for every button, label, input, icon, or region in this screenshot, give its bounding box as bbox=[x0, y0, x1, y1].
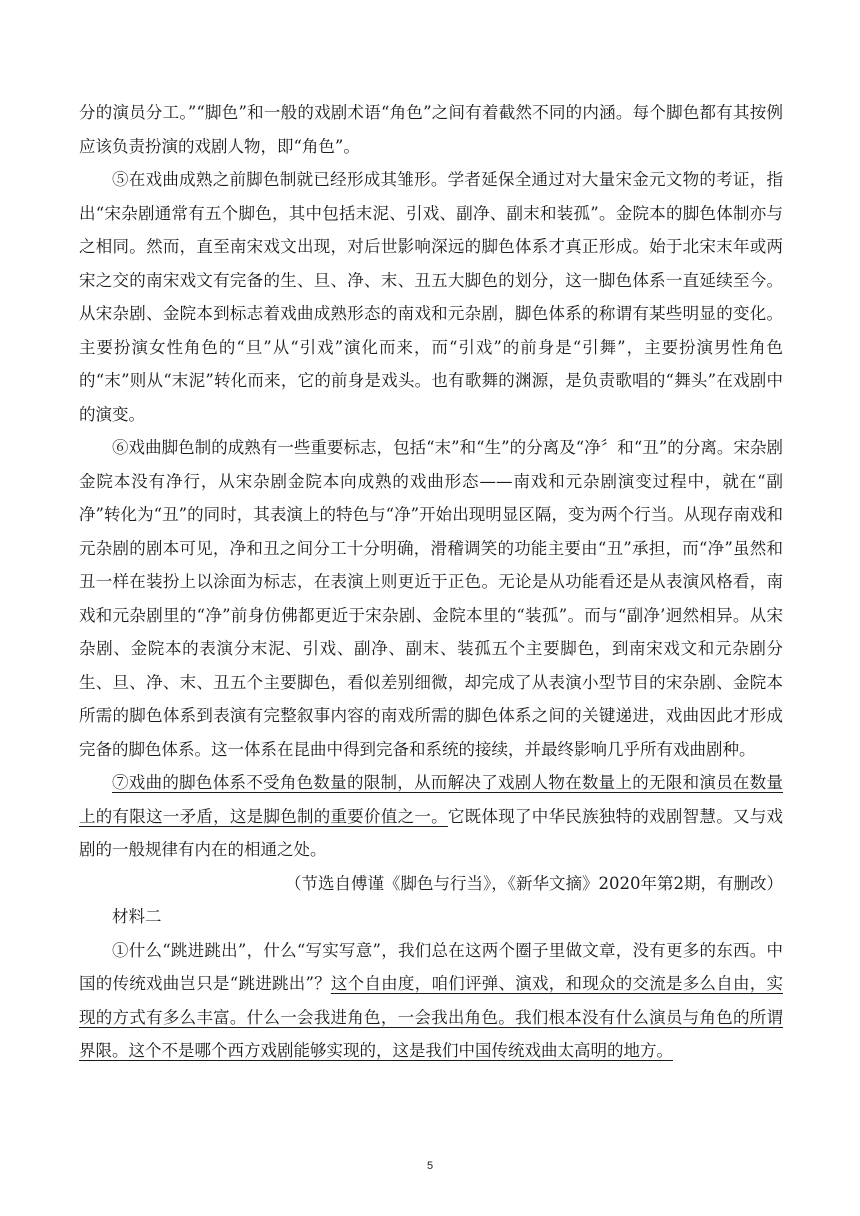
paragraph-continued: 分的演员分工。”“脚色”和一般的戏剧术语“角色”之间有着截然不同的内涵。每个脚色都有其按例应该负责扮演的戏剧人物，即“角色”。 bbox=[79, 103, 783, 156]
paragraph-7 bbox=[79, 766, 783, 867]
source-citation: （节选自傅谨《脚色与行当》，《新华文摘》2020年第2期，有删改） bbox=[285, 873, 783, 893]
material-2-underlined-1: 这个自由度，咱们评弹、演戏，和现众的交流是多么自由，实现的方式有多么丰富。什么一会我进角色，一会我出角色。 bbox=[79, 974, 783, 1027]
document-body bbox=[79, 96, 783, 1068]
material-2-plain-text: ①什么“跳进跳出”，什么“写实写意”，我们总在这两个圈子里做文章，没有更多的东西。中国的传统戏曲岂只是“跳进跳出”？ bbox=[79, 940, 783, 993]
paragraph-6: ⑥戏曲脚色制的成熟有一些重要标志，包括“末”和“生”的分离及“净〞和“丑”的分离。宋杂剧金院本没有净行，从宋杂剧金院本向成熟的戏曲形态——南戏和元杂剧演变过程中，就在“副净”转化为“丑”的同时，其表演上的特色与“净”开始出现明显区隔，变为两个行当。从现存南戏和元杂剧的剧本可见，净和丑之间分工十分明确，滑稽调笑的功能主要由“丑”承担，而“净”虽然和丑一样在装扮上以涂面为标志，在表演上则更近于正色。无论是从功能看还是从表演风格看，南戏和元杂剧里的“净”前身仿佛都更近于宋杂剧、金院本里的“装孤”。而与“副净’迥然相异。从宋杂剧、金院本的表演分末泥、引戏、副净、副末、装孤五个主要脚色，到南宋戏文和元杂剧分生、旦、净、末、丑五个主要脚色，看似差别细微，却完成了从表演小型节目的宋杂剧、金院本所需的脚色体系到表演有完整叙事内容的南戏所需的脚色体系之间的关键递进，戏曲因此才形成完备的脚色体系。这一体系在昆曲中得到完备和系统的接续，并最终影响几乎所有戏曲剧种。 bbox=[79, 438, 783, 759]
paragraph-7-rest: 它既体现了中华民族独特的戏剧智慧。又与戏剧的一般规律有内在的相通之处。 bbox=[79, 806, 784, 859]
material-2-underlined-2: 我们根本没有什么演员与角色的所谓界限。这个不是哪个西方戏剧能够实现的，这是我们中国传统戏曲太高明的地方。 bbox=[79, 1007, 784, 1060]
page-number: 5 bbox=[426, 1160, 434, 1172]
material-2-paragraph-1 bbox=[79, 934, 783, 1068]
paragraph-7-underlined: ⑦戏曲的脚色体系不受角色数量的限制，从而解决了戏剧人物在数量上的无限和演员在数量上的有限这一矛盾，这是脚色制的重要价值之一。 bbox=[79, 773, 783, 826]
paragraph-5: ⑤在戏曲成熟之前脚色制就已经形成其雏形。学者延保全通过对大量宋金元文物的考证，指出“宋杂剧通常有五个脚色，其中包括末泥、引戏、副净、副末和装孤”。金院本的脚色体制亦与之相同。然而，直至南宋戏文出现，对后世影响深远的脚色体系才真正形成。始于北宋末年或两宋之交的南宋戏文有完备的生、旦、净、末、丑五大脚色的划分，这一脚色体系一直延续至今。从宋杂剧、金院本到标志着戏曲成熟形态的南戏和元杂剧，脚色体系的称谓有某些明显的变化。主要扮演女性角色的“旦”从“引戏”演化而来，而“引戏”的前身是“引舞”，主要扮演男性角色的“末”则从“末泥”转化而来，它的前身是戏头。也有歌舞的渊源，是负责歌唱的“舞头”在戏剧中的演变。 bbox=[79, 170, 783, 424]
material-2-heading: 材料二 bbox=[112, 907, 162, 926]
